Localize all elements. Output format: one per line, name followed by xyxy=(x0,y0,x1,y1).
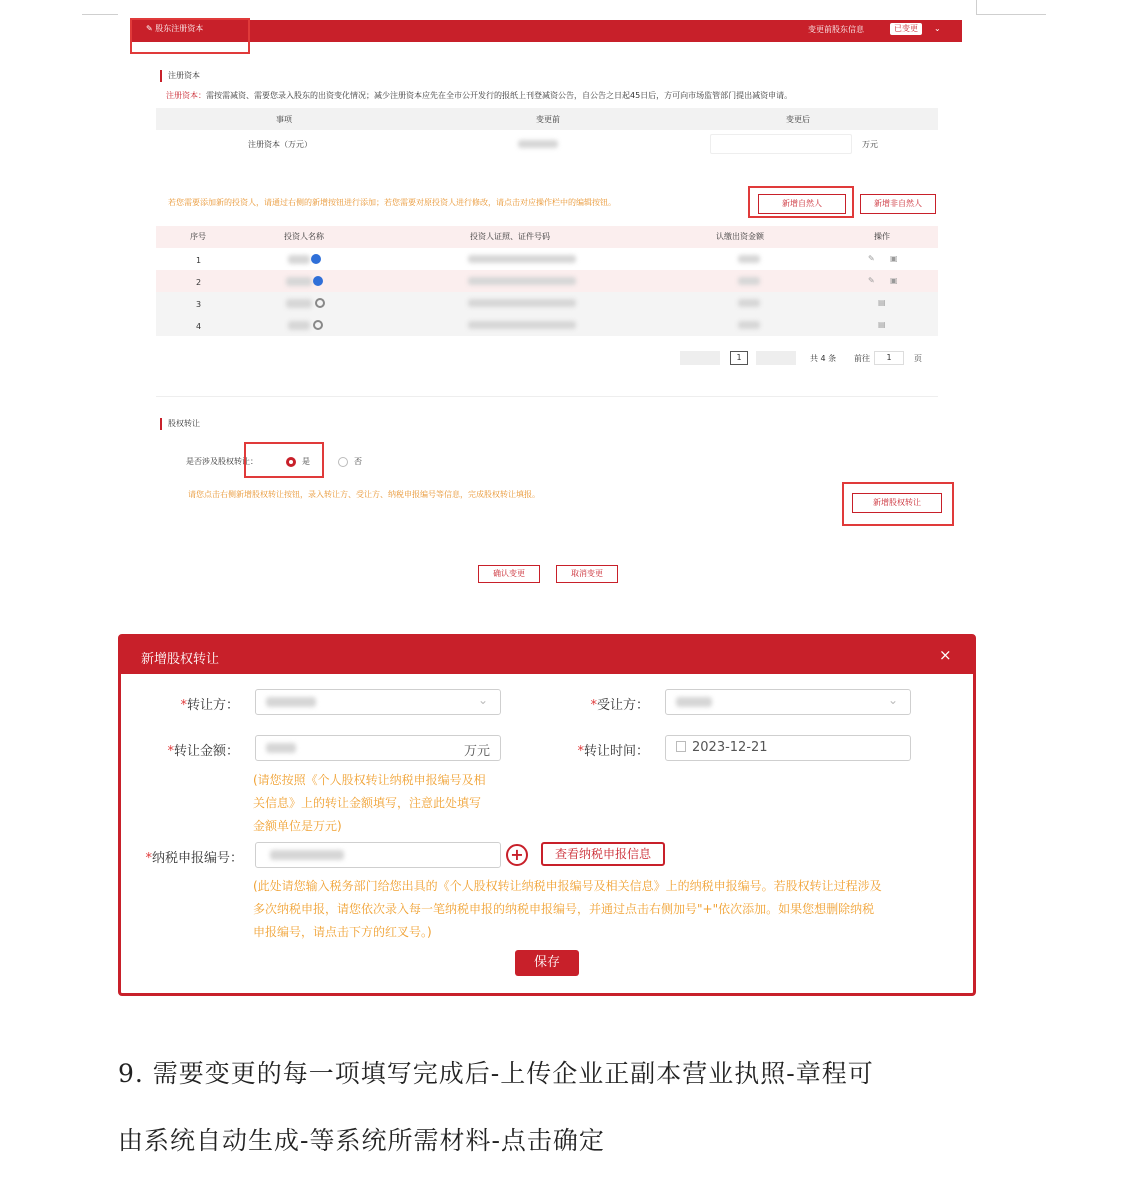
radio-no[interactable] xyxy=(338,457,348,467)
pagination-goto-input[interactable]: 1 xyxy=(874,351,904,365)
doc-frame-line xyxy=(976,0,977,15)
col-before: 变更前 xyxy=(536,115,560,124)
calendar-icon xyxy=(676,741,686,752)
capital-after-input[interactable] xyxy=(710,134,852,154)
edit-icon[interactable]: ✎ xyxy=(868,254,875,263)
doc-frame-line xyxy=(976,14,1046,15)
col-investor-name: 投资人名称 xyxy=(284,232,324,241)
col-seq: 序号 xyxy=(190,232,206,241)
transfer-date-value: 2023-12-21 xyxy=(692,740,768,755)
capital-unit: 万元 xyxy=(862,140,878,149)
chevron-down-icon: ⌄ xyxy=(888,693,899,707)
time-label: *转让时间： xyxy=(577,744,649,759)
pagination-total: 共 4 条 xyxy=(810,354,837,363)
investor-name xyxy=(286,277,312,286)
equity-warning: 请您点击右侧新增股权转让按钮，录入转让方、受让方、纳税申报编号等信息，完成股权转让填报。 xyxy=(188,490,540,499)
section-marker xyxy=(160,70,162,82)
section-title-capital: 注册资本 xyxy=(168,71,200,80)
radio-no-label: 否 xyxy=(354,457,362,466)
next-page-button[interactable] xyxy=(756,351,796,365)
modal-title: 新增股权转让 xyxy=(141,652,220,667)
pagination-goto-label: 前往 xyxy=(854,354,870,363)
investor-name xyxy=(288,255,310,264)
cancel-change-button[interactable]: 取消变更 xyxy=(556,565,618,583)
investor-name xyxy=(286,299,312,308)
equity-transfer-modal xyxy=(118,634,976,996)
col-investor-amount: 认缴出资金额 xyxy=(716,232,764,241)
row-seq: 1 xyxy=(196,256,202,265)
capital-before-value xyxy=(518,140,558,148)
edit-icon[interactable]: ✎ xyxy=(868,276,875,285)
col-operation: 操作 xyxy=(874,232,890,241)
view-tax-info-button[interactable]: 查看纳税申报信息 xyxy=(541,842,665,866)
delete-icon[interactable]: ▣ xyxy=(890,276,898,285)
col-after: 变更后 xyxy=(786,115,810,124)
prev-page-button[interactable] xyxy=(680,351,720,365)
amount-note: (请您按照《个人股权转让纳税申报编号及相 关信息》上的转让金额填写，注意此处填写 金额单位是万元) xyxy=(253,773,486,833)
amount-input[interactable] xyxy=(255,735,501,761)
chevron-down-icon[interactable]: ⌄ xyxy=(934,24,941,33)
investor-name xyxy=(288,321,310,330)
investor-id-number xyxy=(468,277,576,285)
transferor-select[interactable] xyxy=(255,689,501,715)
investor-amount xyxy=(738,255,760,263)
verified-icon xyxy=(313,276,323,286)
modal-header xyxy=(121,637,973,674)
investor-id-number xyxy=(468,299,576,307)
capital-note: 注册资本：需按需减资、需要您录入股东的出资变化情况；减少注册资本应先在全市公开发行的报纸上刊登减资公告，自公告之日起45日后，方可向市场监管部门提出减资申请。 xyxy=(166,91,793,100)
transfer-date-picker[interactable] xyxy=(665,735,911,761)
transferor-value xyxy=(266,697,316,707)
edit-icon: ✎ xyxy=(146,24,156,33)
divider xyxy=(156,396,938,397)
highlight-box xyxy=(842,482,954,526)
transferor-label: *转让方： xyxy=(180,698,239,713)
registration-form-screenshot xyxy=(118,0,976,600)
highlight-box xyxy=(130,18,250,54)
instruction-line-1: 9. 需要变更的每一项填写完成后-上传企业正副本营业执照-章程可 xyxy=(118,1059,874,1088)
row-seq: 3 xyxy=(196,300,202,309)
row-seq: 2 xyxy=(196,278,202,287)
page-number-current[interactable]: 1 xyxy=(730,351,748,365)
transferee-label: *受让方： xyxy=(590,698,649,713)
amount-label: *转让金额： xyxy=(167,744,239,759)
add-tax-number-icon[interactable]: + xyxy=(506,844,528,866)
highlight-box xyxy=(244,442,324,478)
save-button[interactable]: 保存 xyxy=(515,950,579,976)
tax-number-input[interactable] xyxy=(255,842,501,868)
investor-amount xyxy=(738,277,760,285)
delete-icon[interactable]: ▣ xyxy=(890,254,898,263)
tax-note: (此处请您输入税务部门给您出具的《个人股权转让纳税申报编号及相关信息》上的纳税申报编号。若股权转让过程涉及 多次纳税申报，请您依次录入每一笔纳税申报的纳税申报编号，并通过点击右侧加号"+"依次添加。如果您想删除纳税 申报编号，请点击下方的红叉号。) xyxy=(253,879,882,939)
investor-id-number xyxy=(468,255,576,263)
close-icon[interactable]: × xyxy=(939,646,952,664)
add-equity-transfer-button[interactable]: 新增股权转让 xyxy=(852,493,942,513)
tax-number-value xyxy=(270,850,344,860)
row-seq: 4 xyxy=(196,322,202,331)
investor-warning: 若您需要添加新的投资人，请通过右侧的新增按钮进行添加；若您需要对原投资人进行修改，请点击对应操作栏中的编辑按钮。 xyxy=(168,198,616,207)
investor-amount xyxy=(738,299,760,307)
tax-number-label: *纳税申报编号： xyxy=(145,851,243,866)
status-tag[interactable]: 已变更 xyxy=(890,23,922,35)
amount-value xyxy=(266,743,296,753)
investor-id-number xyxy=(468,321,576,329)
col-investor-id: 投资人证照、证件号码 xyxy=(470,232,550,241)
view-icon[interactable]: ▤ xyxy=(878,298,886,307)
pagination-page-unit: 页 xyxy=(914,354,922,363)
equity-question: 是否涉及股权转让： xyxy=(186,457,258,466)
doc-frame-line xyxy=(82,14,118,15)
highlight-box xyxy=(748,186,854,218)
col-item: 事项 xyxy=(276,115,292,124)
chevron-down-icon: ⌄ xyxy=(478,693,489,707)
view-icon[interactable]: ▤ xyxy=(878,320,886,329)
add-natural-person-button[interactable]: 新增自然人 xyxy=(758,194,846,214)
section-marker xyxy=(160,418,162,430)
radio-yes-label: 是 xyxy=(302,457,310,466)
transferee-select[interactable] xyxy=(665,689,911,715)
capital-row-label: 注册资本（万元） xyxy=(248,140,312,149)
header-link-prev-info[interactable]: 变更前股东信息 xyxy=(808,25,864,34)
amount-unit: 万元 xyxy=(464,744,491,759)
unverified-icon xyxy=(313,320,323,330)
instruction-line-2: 由系统自动生成-等系统所需材料-点击确定 xyxy=(118,1126,605,1155)
investor-amount xyxy=(738,321,760,329)
confirm-change-button[interactable]: 确认变更 xyxy=(478,565,540,583)
verified-icon xyxy=(311,254,321,264)
transferee-value xyxy=(676,697,712,707)
section-title-equity: 股权转让 xyxy=(168,419,200,428)
unverified-icon xyxy=(315,298,325,308)
add-non-natural-person-button[interactable]: 新增非自然人 xyxy=(860,194,936,214)
tab-shareholder-capital[interactable]: ✎ 股东注册资本 xyxy=(146,24,204,33)
